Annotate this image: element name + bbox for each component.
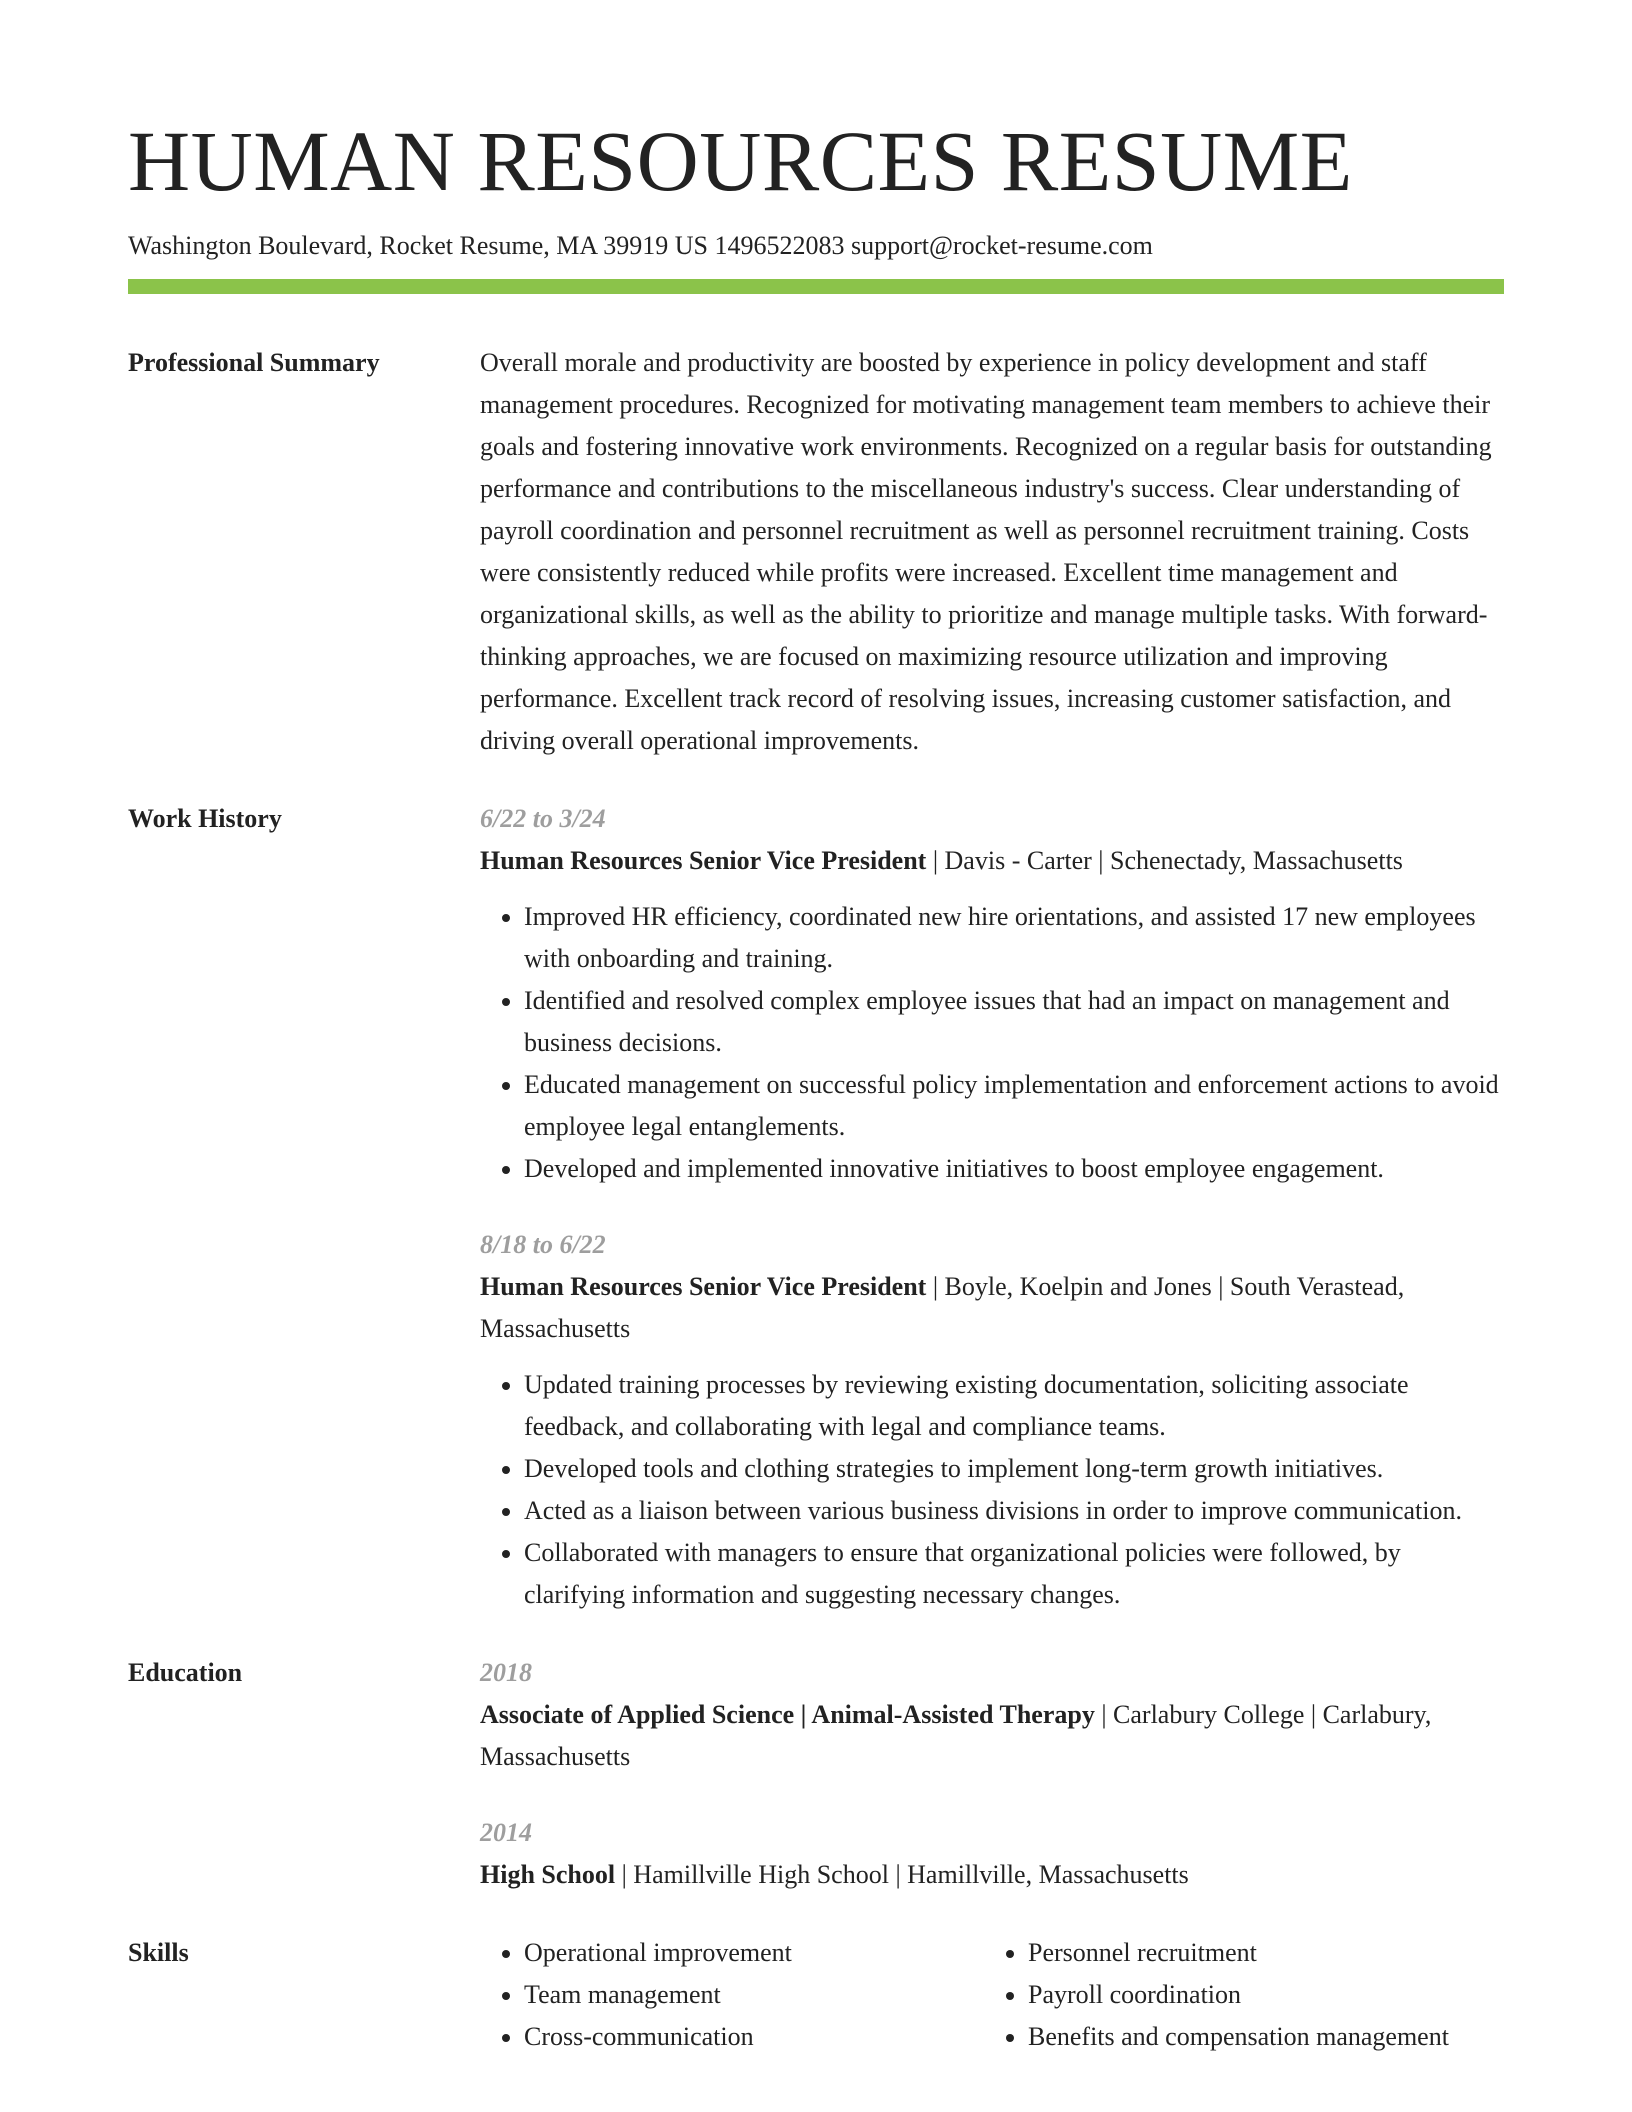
skills-list-left — [480, 1932, 984, 2058]
skill-item: • Personnel recruitment — [1028, 1932, 1488, 1974]
job-details: | Boyle, Koelpin and Jones | South Verastead, Massachusetts — [480, 1272, 1405, 1344]
skill-item: • Team management — [524, 1974, 984, 2016]
job-bullet: • Educated management on successful policy implementation and enforcement actions to avoid employee legal entanglements. — [524, 1064, 1504, 1148]
summary-section — [128, 342, 1504, 762]
job-bullets — [480, 1364, 1504, 1616]
work-history-label: Work History — [128, 804, 282, 834]
job-bullet: • Improved HR efficiency, coordinated new hire orientations, and assisted 17 new employees with onboarding and training. — [524, 896, 1504, 980]
education-heading — [480, 1854, 1504, 1896]
education-degree: High School — [480, 1860, 616, 1890]
job-heading — [480, 1266, 1504, 1350]
job-entry — [480, 1224, 1504, 1616]
skills-columns — [480, 1932, 1504, 2058]
education-entry — [480, 1652, 1504, 1778]
resume-title: HUMAN RESOURCES RESUME — [128, 113, 1353, 209]
education-entry — [480, 1812, 1504, 1896]
summary-text: Overall morale and productivity are boosted by experience in policy development and staff management procedures. Recognized for motivating management team members to achieve their goals and fostering innovative work environments. Recognized on a regular basis for outstanding performance and contributions to the miscellaneous industry's success. Clear understanding of payroll coordination and personnel recruitment as well as personnel recruitment training. Costs were consistently reduced while profits were increased. Excellent time management and organizational skills, as well as the ability to prioritize and manage multiple tasks. With forward-thinking approaches, we are focused on maximizing resource utilization and improving performance. Excellent track record of resolving issues, increasing customer satisfaction, and driving overall operational improvements. — [480, 348, 1492, 756]
work-history-section — [128, 798, 1504, 1616]
job-details: | Davis - Carter | Schenectady, Massachusetts — [926, 846, 1403, 876]
education-section — [128, 1652, 1504, 1896]
skills-section — [128, 1932, 1504, 2058]
skill-item: • Payroll coordination — [1028, 1974, 1488, 2016]
education-heading — [480, 1694, 1504, 1778]
education-details: | Carlabury College | Carlabury, Massachusetts — [480, 1700, 1432, 1772]
education-year: 2018 — [480, 1658, 532, 1688]
skill-item: • Operational improvement — [524, 1932, 984, 1974]
resume-page — [128, 113, 1504, 2058]
skill-item: • Cross-communication — [524, 2016, 984, 2058]
job-bullet: • Updated training processes by reviewing existing documentation, soliciting associate feedback, and collaborating with legal and compliance teams. — [524, 1364, 1504, 1448]
job-dates: 8/18 to 6/22 — [480, 1230, 606, 1260]
summary-label: Professional Summary — [128, 348, 380, 378]
job-bullets — [480, 896, 1504, 1190]
job-bullet: • Developed and implemented innovative initiatives to boost employee engagement. — [524, 1148, 1504, 1190]
education-details: | Hamillville High School | Hamillville, Massachusetts — [615, 1860, 1189, 1890]
job-bullet: • Acted as a liaison between various business divisions in order to improve communication. — [524, 1490, 1504, 1532]
accent-divider — [128, 279, 1504, 294]
job-title: Human Resources Senior Vice President — [480, 846, 927, 876]
job-bullet: • Developed tools and clothing strategies to implement long-term growth initiatives. — [524, 1448, 1504, 1490]
job-bullet: • Identified and resolved complex employee issues that had an impact on management and business decisions. — [524, 980, 1504, 1064]
job-bullet: • Collaborated with managers to ensure that organizational policies were followed, by clarifying information and suggesting necessary changes. — [524, 1532, 1504, 1616]
contact-line: Washington Boulevard, Rocket Resume, MA 39919 US 1496522083 support@rocket-resume.com — [128, 231, 1153, 260]
job-dates: 6/22 to 3/24 — [480, 804, 606, 834]
skills-label: Skills — [128, 1938, 189, 1968]
job-entry — [480, 798, 1504, 1190]
education-label: Education — [128, 1658, 243, 1688]
education-degree: Associate of Applied Science | Animal-Assisted Therapy — [480, 1700, 1095, 1730]
job-heading — [480, 840, 1504, 882]
education-year: 2014 — [480, 1818, 532, 1848]
skills-list-right — [984, 1932, 1488, 2058]
job-title: Human Resources Senior Vice President — [480, 1272, 927, 1302]
skill-item: • Benefits and compensation management — [1028, 2016, 1488, 2058]
